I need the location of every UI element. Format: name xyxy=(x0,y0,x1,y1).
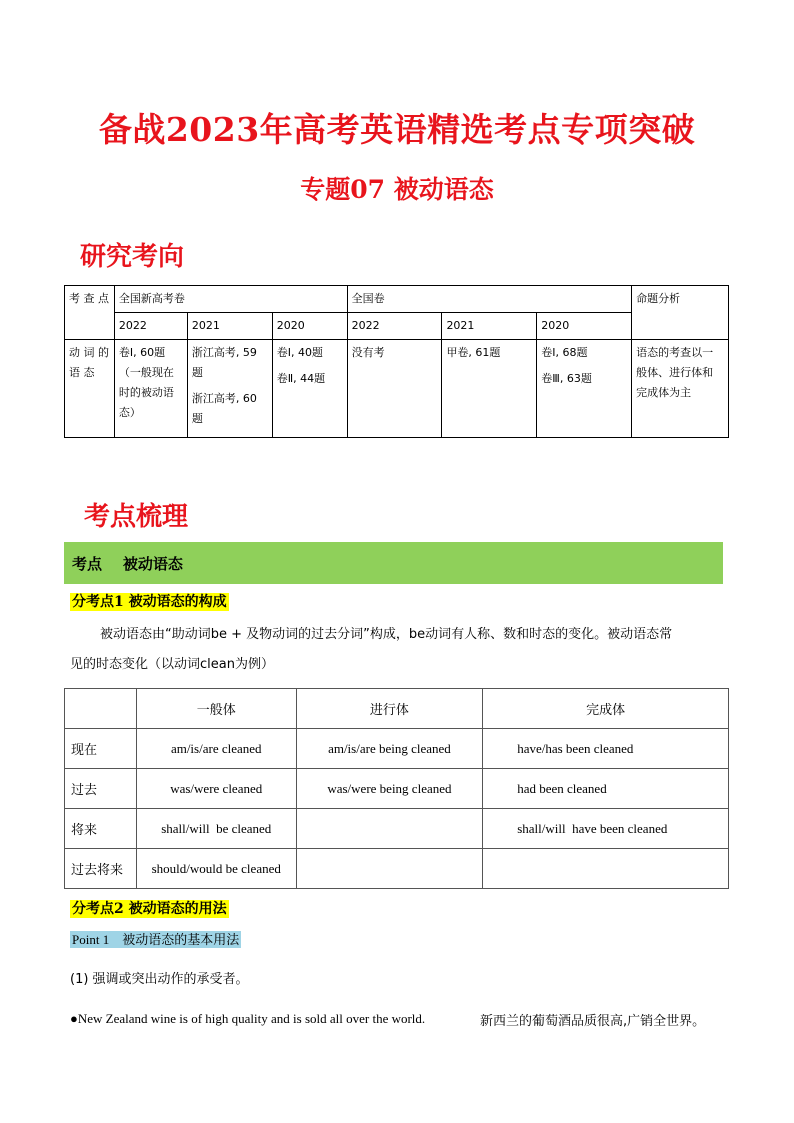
year-cell: 2021 xyxy=(187,313,272,340)
year-cell: 2022 xyxy=(347,313,442,340)
tense-table xyxy=(64,688,729,889)
document-title: 备战2023年高考英语精选考点专项突破 xyxy=(98,110,696,149)
exam-table-row-header: 考 查 点 xyxy=(65,286,115,340)
exam-cell xyxy=(537,340,632,438)
sub-point-1-label: 分考点1 被动语态的构成 xyxy=(72,594,227,610)
kaodian-bar xyxy=(64,542,723,584)
exam-table xyxy=(64,285,729,438)
tense-cell xyxy=(483,849,729,889)
tense-cell: am/is/are being cleaned xyxy=(296,729,483,769)
tense-header: 一般体 xyxy=(136,689,296,729)
document-subtitle: 专题07 被动语态 xyxy=(300,175,494,204)
usage-1: (1) 强调或突出动作的承受者。 xyxy=(70,972,249,987)
intro-line-1: 被动语态由“助动词be + 及物动词的过去分词”构成，be动词有人称、数和时态的变化。被动语态常 xyxy=(100,627,673,642)
tense-cell: was/were cleaned xyxy=(136,769,296,809)
exam-cell xyxy=(272,340,347,438)
tense-row-label: 过去将来 xyxy=(65,849,137,889)
year-cell: 2021 xyxy=(442,313,537,340)
section-heading-research: 研究考向 xyxy=(80,242,185,272)
tense-cell xyxy=(296,809,483,849)
exam-cell-line: 卷Ⅱ, 44题 xyxy=(276,372,326,385)
intro-line-2: 见的时态变化（以动词clean为例） xyxy=(70,657,274,672)
example-en: ●New Zealand wine is of high quality and is sold all over the world. xyxy=(70,1011,426,1026)
tense-header: 进行体 xyxy=(296,689,483,729)
tense-cell: had been cleaned xyxy=(483,769,729,809)
year-cell: 2020 xyxy=(537,313,632,340)
tense-header xyxy=(65,689,137,729)
exam-table-topic: 动 词 的 语 态 xyxy=(65,340,115,438)
exam-table-group-national: 全国卷 xyxy=(347,286,632,313)
year-cell: 2020 xyxy=(272,313,347,340)
exam-cell: 卷Ⅰ, 60题 （一般现在时的被动语态） xyxy=(114,340,187,438)
sub-point-2-label: 分考点2 被动语态的用法 xyxy=(72,901,227,917)
exam-cell: 甲卷, 61题 xyxy=(442,340,537,438)
tense-cell: shall/will be cleaned xyxy=(136,809,296,849)
exam-cell-line: 卷Ⅰ, 68题 xyxy=(541,346,588,359)
tense-cell: am/is/are cleaned xyxy=(136,729,296,769)
tense-row-label: 将来 xyxy=(65,809,137,849)
point-1 xyxy=(70,929,241,949)
tense-header: 完成体 xyxy=(483,689,729,729)
tense-cell: should/would be cleaned xyxy=(136,849,296,889)
point-1-label: Point 1 被动语态的基本用法 xyxy=(72,932,240,947)
exam-cell-line: 浙江高考, 60题 xyxy=(191,392,257,425)
exam-cell-line: 卷Ⅲ, 63题 xyxy=(541,372,592,385)
exam-cell xyxy=(187,340,272,438)
tense-row-label: 过去 xyxy=(65,769,137,809)
exam-table-group-new: 全国新高考卷 xyxy=(114,286,347,313)
tense-cell: shall/will have been cleaned xyxy=(483,809,729,849)
sub-point-1 xyxy=(70,591,229,611)
tense-cell: have/has been cleaned xyxy=(483,729,729,769)
tense-cell xyxy=(296,849,483,889)
year-cell: 2022 xyxy=(114,313,187,340)
exam-cell: 没有考 xyxy=(347,340,442,438)
tense-cell: was/were being cleaned xyxy=(296,769,483,809)
exam-table-analysis-header: 命题分析 xyxy=(632,286,729,340)
exam-cell-line: 浙江高考, 59题 xyxy=(191,346,257,379)
example-cn: 新西兰的葡萄酒品质很高,广销全世界。 xyxy=(480,1014,706,1029)
exam-analysis-cell: 语态的考查以一般体、进行体和完成体为主 xyxy=(632,340,729,438)
sub-point-2 xyxy=(70,898,229,918)
section-heading-review: 考点梳理 xyxy=(84,502,189,532)
tense-row-label: 现在 xyxy=(65,729,137,769)
exam-cell-line: 卷Ⅰ, 40题 xyxy=(276,346,323,359)
kaodian-bar-label: 考点 被动语态 xyxy=(72,555,183,573)
